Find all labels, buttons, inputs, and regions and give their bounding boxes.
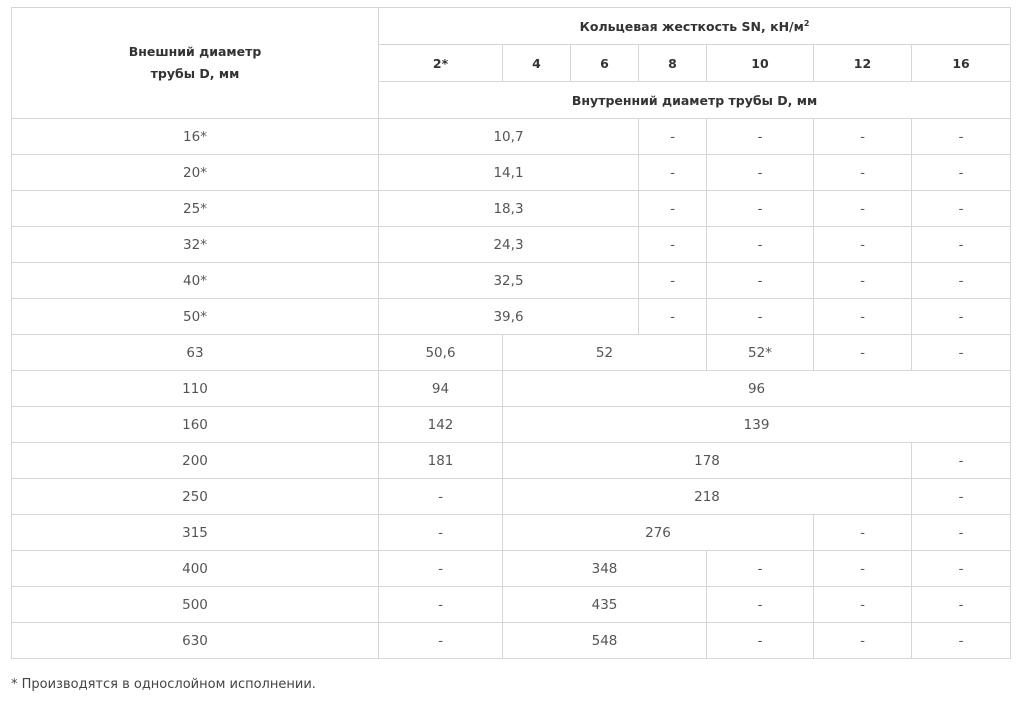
inner-diameter-cell: - [814, 119, 912, 155]
outer-diameter-cell: 200 [12, 443, 379, 479]
inner-diameter-cell: 435 [503, 587, 707, 623]
inner-diameter-cell: - [912, 623, 1011, 659]
outer-diameter-cell: 20* [12, 155, 379, 191]
table-row [12, 623, 1011, 659]
inner-diameter-cell: - [707, 119, 814, 155]
inner-diameter-cell: - [639, 227, 707, 263]
table-row [12, 515, 1011, 551]
outer-diameter-cell: 110 [12, 371, 379, 407]
table-row [12, 155, 1011, 191]
inner-diameter-cell: - [707, 263, 814, 299]
inner-diameter-cell: 14,1 [379, 155, 639, 191]
inner-diameter-cell: - [912, 515, 1011, 551]
inner-diameter-cell: - [814, 227, 912, 263]
outer-diameter-header [12, 8, 379, 119]
outer-diameter-cell: 400 [12, 551, 379, 587]
inner-diameter-cell: - [639, 155, 707, 191]
inner-diameter-cell: 178 [503, 443, 912, 479]
footnote: * Производятся в однослойном исполнении. [11, 677, 316, 692]
inner-diameter-cell: - [814, 587, 912, 623]
inner-diameter-cell: - [814, 515, 912, 551]
ring-stiffness-header [379, 8, 1011, 45]
inner-diameter-cell: - [912, 155, 1011, 191]
pipe-dimensions-table [11, 7, 1011, 659]
table-row [12, 335, 1011, 371]
inner-diameter-cell: - [707, 587, 814, 623]
inner-diameter-cell: 548 [503, 623, 707, 659]
sn-header: 12 [814, 45, 912, 82]
table-row [12, 443, 1011, 479]
table-row [12, 479, 1011, 515]
inner-diameter-cell: 52* [707, 335, 814, 371]
ring-stiffness-superscript: 2 [803, 18, 810, 28]
inner-diameter-cell: - [639, 263, 707, 299]
table-row [12, 407, 1011, 443]
inner-diameter-cell: - [707, 227, 814, 263]
outer-diameter-cell: 630 [12, 623, 379, 659]
inner-diameter-cell: - [912, 335, 1011, 371]
inner-diameter-cell: - [707, 155, 814, 191]
sn-header: 10 [707, 45, 814, 82]
inner-diameter-cell: - [814, 299, 912, 335]
sn-header: 16 [912, 45, 1011, 82]
inner-diameter-cell: - [639, 191, 707, 227]
inner-diameter-cell: - [379, 587, 503, 623]
inner-diameter-cell: - [707, 623, 814, 659]
sn-header: 2* [379, 45, 503, 82]
sn-header: 6 [571, 45, 639, 82]
inner-diameter-cell: 94 [379, 371, 503, 407]
table-body [12, 119, 1011, 659]
table-row [12, 587, 1011, 623]
table-row [12, 191, 1011, 227]
inner-diameter-cell: - [379, 551, 503, 587]
outer-diameter-cell: 25* [12, 191, 379, 227]
inner-diameter-cell: - [707, 191, 814, 227]
inner-diameter-cell: - [707, 299, 814, 335]
inner-diameter-cell: - [379, 515, 503, 551]
outer-diameter-cell: 315 [12, 515, 379, 551]
inner-diameter-cell: 142 [379, 407, 503, 443]
sn-header: 8 [639, 45, 707, 82]
sn-header: 4 [503, 45, 571, 82]
outer-diameter-cell: 50* [12, 299, 379, 335]
inner-diameter-cell: 50,6 [379, 335, 503, 371]
inner-diameter-cell: 276 [503, 515, 814, 551]
inner-diameter-cell: 181 [379, 443, 503, 479]
inner-diameter-cell: - [814, 551, 912, 587]
table-row [12, 227, 1011, 263]
inner-diameter-cell: - [912, 551, 1011, 587]
inner-diameter-cell: - [912, 263, 1011, 299]
inner-diameter-cell: 96 [503, 371, 1011, 407]
inner-diameter-cell: - [379, 479, 503, 515]
inner-diameter-cell: 32,5 [379, 263, 639, 299]
inner-diameter-cell: 52 [503, 335, 707, 371]
inner-diameter-cell: - [912, 443, 1011, 479]
inner-diameter-cell: 10,7 [379, 119, 639, 155]
inner-diameter-cell: - [912, 299, 1011, 335]
inner-diameter-cell: - [814, 191, 912, 227]
inner-diameter-cell: - [912, 479, 1011, 515]
inner-diameter-cell: - [639, 299, 707, 335]
inner-diameter-header: Внутренний диаметр трубы D, мм [379, 82, 1011, 119]
inner-diameter-cell: - [814, 623, 912, 659]
ring-stiffness-label: Кольцевая жесткость SN, кН/м [579, 18, 804, 34]
inner-diameter-cell: - [814, 155, 912, 191]
inner-diameter-cell: - [814, 335, 912, 371]
table-row [12, 263, 1011, 299]
inner-diameter-cell: - [912, 191, 1011, 227]
outer-diameter-cell: 160 [12, 407, 379, 443]
outer-diameter-cell: 63 [12, 335, 379, 371]
outer-diameter-header-line2: трубы D, мм [150, 66, 240, 81]
outer-diameter-cell: 40* [12, 263, 379, 299]
inner-diameter-cell: - [814, 263, 912, 299]
inner-diameter-cell: 24,3 [379, 227, 639, 263]
table-row [12, 371, 1011, 407]
outer-diameter-header-line1: Внешний диаметр [128, 44, 262, 59]
outer-diameter-cell: 32* [12, 227, 379, 263]
table-row [12, 551, 1011, 587]
table-row [12, 119, 1011, 155]
inner-diameter-cell: - [912, 587, 1011, 623]
inner-diameter-cell: 39,6 [379, 299, 639, 335]
inner-diameter-cell: 139 [503, 407, 1011, 443]
inner-diameter-cell: 348 [503, 551, 707, 587]
outer-diameter-cell: 250 [12, 479, 379, 515]
outer-diameter-cell: 500 [12, 587, 379, 623]
inner-diameter-cell: - [707, 551, 814, 587]
table-row [12, 299, 1011, 335]
inner-diameter-cell: - [912, 119, 1011, 155]
outer-diameter-cell: 16* [12, 119, 379, 155]
inner-diameter-cell: 18,3 [379, 191, 639, 227]
inner-diameter-cell: 218 [503, 479, 912, 515]
inner-diameter-cell: - [639, 119, 707, 155]
inner-diameter-cell: - [379, 623, 503, 659]
table-header [12, 8, 1011, 119]
inner-diameter-cell: - [912, 227, 1011, 263]
